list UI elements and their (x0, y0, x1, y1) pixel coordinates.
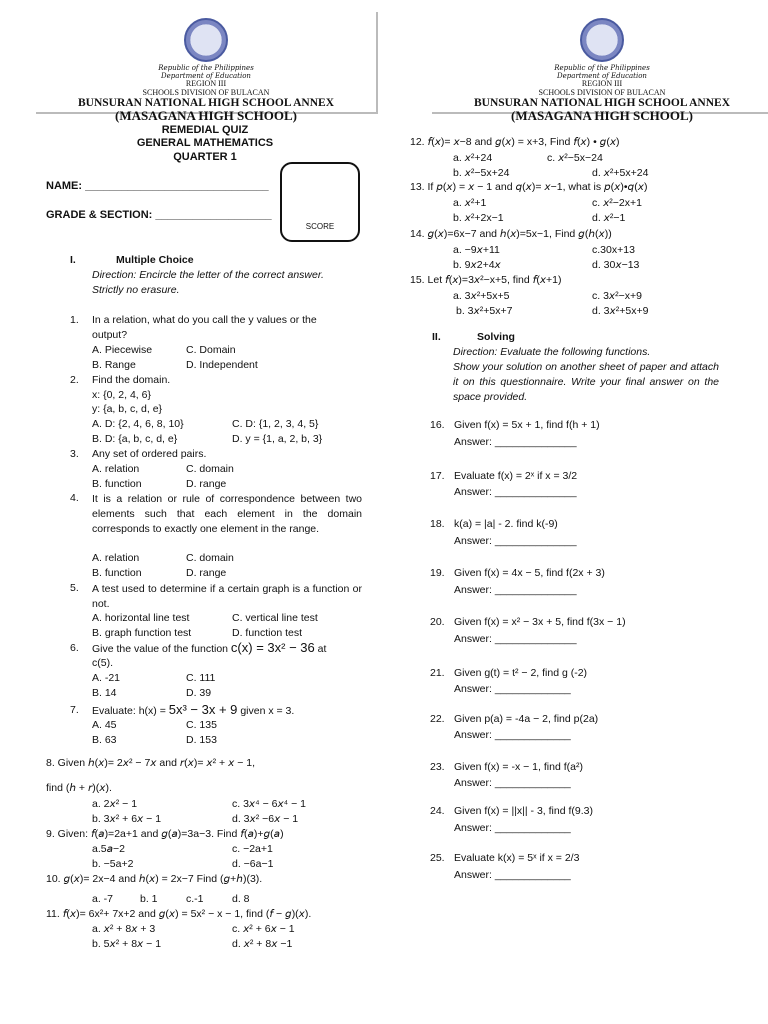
item-question: Given g(t) = t² − 2, find g (-2) (454, 667, 588, 679)
choice[interactable]: d. 30𝘹−13 (592, 259, 640, 271)
header-line: REGION III (185, 79, 227, 88)
section-title: Multiple Choice (116, 254, 194, 266)
choice[interactable]: b. 9𝘹2+4𝘹 (453, 259, 501, 271)
question-text-post: given x = 3. (237, 705, 295, 717)
item-number: 20. (430, 616, 445, 628)
choice[interactable]: c.30x+13 (592, 244, 635, 256)
question-text: Any set of ordered pairs. (92, 448, 207, 460)
quarter-title: QUARTER 1 (173, 151, 237, 163)
choice[interactable]: a. 𝘹² + 8𝘹 + 3 (92, 923, 156, 935)
score-label: SCORE (305, 222, 335, 231)
choice[interactable]: C. domain (186, 463, 234, 475)
answer-field[interactable]: Answer: _____________ (454, 777, 571, 789)
direction-text: Strictly no erasure. (92, 284, 180, 296)
answer-field[interactable]: Answer: ______________ (454, 584, 577, 596)
choice[interactable]: a. 𝘹²+1 (453, 197, 487, 209)
choice[interactable]: d. 3𝘹² −6𝘹 − 1 (232, 813, 299, 825)
choice[interactable]: A. -21 (92, 672, 121, 684)
deped-seal-icon (580, 18, 624, 62)
subject-title: GENERAL MATHEMATICS (136, 137, 274, 149)
question-number: 5. (70, 582, 79, 594)
question-text: output? (92, 329, 128, 341)
school-alias: (MASAGANA HIGH SCHOOL) (510, 108, 693, 123)
header-line: SCHOOLS DIVISION OF BULACAN (142, 88, 270, 97)
choice[interactable]: b. 1 (140, 893, 158, 905)
choice[interactable]: d. 3𝘹²+5x+9 (592, 305, 649, 317)
choice[interactable]: d. 𝘹²+5x+24 (592, 167, 649, 179)
choice[interactable]: D. 39 (186, 687, 212, 699)
choice[interactable]: b. 3𝘹²+5x+7 (456, 305, 513, 317)
question-text-pre: Give the value of the function (92, 643, 231, 655)
question-number: 4. (70, 492, 79, 504)
header-left (36, 12, 378, 123)
choice[interactable]: d. 8 (232, 893, 250, 905)
choice[interactable]: B. 63 (92, 734, 117, 746)
choice[interactable]: c. −2a+1 (232, 843, 273, 855)
header-line: SCHOOLS DIVISION OF BULACAN (538, 88, 666, 97)
choice[interactable]: B. 14 (92, 687, 117, 699)
section-number: I. (70, 254, 76, 266)
choice[interactable]: C. 135 (186, 719, 217, 731)
direction-text: Show your solution on another sheet of paper and attach it on this questionnaire. Write your final answer on the space provided. (453, 361, 719, 403)
item-number: 17. (430, 470, 445, 482)
item-number: 18. (430, 518, 445, 530)
choice[interactable]: C. 111 (186, 672, 216, 684)
item-question: Given f(x) = ||x|| - 3, find f(9.3) (454, 805, 593, 817)
choice[interactable]: A. horizontal line test (92, 612, 190, 624)
question-text: 15. Let 𝘧(𝘹)=3𝘹²−x+5, find 𝘧(𝘹+1) (410, 274, 562, 286)
school-name: BUNSURAN NATIONAL HIGH SCHOOL ANNEX (77, 97, 335, 109)
direction-text: Direction: Encircle the letter of the correct answer. (92, 269, 324, 281)
question-number: 1. (70, 314, 79, 326)
choice[interactable]: B. Range (92, 359, 136, 371)
item-number: 24. (430, 805, 445, 817)
choice[interactable]: D. y = {1, a, 2, b, 3} (232, 433, 323, 445)
item-question: k(a) = |a| - 2. find k(-9) (454, 518, 558, 530)
item-question: Given f(x) = 5x + 1, find f(h + 1) (454, 419, 600, 431)
choice[interactable]: D. 153 (186, 734, 217, 746)
section-number: II. (432, 331, 441, 343)
question-text-post: at (314, 643, 327, 655)
answer-field[interactable]: Answer: ______________ (454, 486, 577, 498)
quiz-title: REMEDIAL QUIZ (161, 124, 249, 136)
choice[interactable]: a. 𝘹²+24 (453, 152, 493, 164)
choice[interactable]: c. 3𝘹⁴ − 6𝘹⁴ − 1 (232, 798, 306, 810)
answer-field[interactable]: Answer: ______________ (454, 535, 577, 547)
item-question: Evaluate k(x) = 5ˣ if x = 2/3 (454, 852, 580, 864)
choice[interactable]: A. relation (92, 552, 140, 564)
choice[interactable]: b. −5a+2 (92, 858, 134, 870)
question-text: 13. If 𝘱(𝘹) = 𝘹 − 1 and 𝘲(𝘹)= 𝘹−1, what is 𝘱(𝘹)•𝘲(𝘹) (410, 181, 648, 193)
question-text: Find the domain. (92, 374, 171, 386)
item-question: Given f(x) = 4x − 5, find f(2x + 3) (454, 567, 605, 579)
choice[interactable]: D. function test (232, 627, 303, 639)
choice[interactable]: c. 𝘹²−2x+1 (592, 197, 642, 209)
question-text: 14. 𝘨(𝘹)=6x−7 and 𝘩(𝘹)=5x−1, Find 𝘨(𝘩(𝘹)) (410, 228, 612, 240)
score-box[interactable] (280, 162, 360, 242)
choice[interactable]: b. 5𝘹² + 8𝘹 − 1 (92, 938, 162, 950)
choice[interactable]: B. D: {a, b, c, d, e} (92, 433, 178, 445)
direction-text: Direction: Evaluate the following functions. (453, 346, 651, 358)
choice[interactable]: C. Domain (186, 344, 236, 356)
header-right (432, 12, 768, 123)
choice[interactable]: a. −9𝘹+11 (453, 244, 500, 256)
question-text-pre: Evaluate: h(x) = (92, 705, 169, 717)
choice[interactable]: a. -7 (92, 893, 114, 905)
item-number: 19. (430, 567, 445, 579)
question-number: 2. (70, 374, 79, 386)
answer-field[interactable]: Answer: ______________ (454, 436, 577, 448)
question-text: A test used to determine if a certain graph is a function or not. (92, 583, 362, 610)
school-alias: (MASAGANA HIGH SCHOOL) (114, 108, 297, 123)
question-text (92, 704, 294, 717)
item-question: Evaluate f(x) = 2ˣ if x = 3/2 (454, 470, 578, 482)
question-text (92, 642, 326, 655)
choice[interactable]: b. 𝘹²+2x−1 (453, 212, 504, 224)
choice[interactable]: D. range (186, 567, 227, 579)
choice[interactable]: D. range (186, 478, 227, 490)
header-line: Republic of the Philippines (554, 64, 650, 72)
answer-field[interactable]: Answer: _____________ (454, 683, 571, 695)
choice[interactable]: C. D: {1, 2, 3, 4, 5} (232, 418, 319, 430)
question-number: 7. (70, 704, 79, 716)
choice[interactable]: B. graph function test (92, 627, 192, 639)
header-line: Department of Education (557, 72, 647, 80)
choice[interactable]: d. −6a−1 (232, 858, 274, 870)
choice[interactable]: c.-1 (186, 893, 204, 905)
item-number: 23. (430, 761, 445, 773)
header-line: Republic of the Philippines (158, 64, 254, 72)
function-expression: c(x) = 3x² − 36 (230, 640, 315, 655)
choice[interactable]: a.5𝘢−2 (92, 843, 126, 855)
choice[interactable]: b. 3𝘹² + 6𝘹 − 1 (92, 813, 162, 825)
answer-field[interactable]: Answer: _____________ (454, 869, 571, 881)
item-number: 25. (430, 852, 445, 864)
choice[interactable]: B. function (92, 567, 142, 579)
choice[interactable]: C. vertical line test (232, 612, 318, 624)
choice[interactable]: d. 𝘹² + 8𝘹 −1 (232, 938, 293, 950)
item-question: Given p(a) = -4a − 2, find p(2a) (454, 713, 599, 725)
question-text: find (𝘩 + 𝘳)(𝘹). (46, 782, 112, 794)
choice[interactable]: A. D: {2, 4, 6, 8, 10} (92, 418, 184, 430)
choice[interactable]: A. 45 (92, 719, 117, 731)
choice[interactable]: b. 𝘹²−5x+24 (453, 167, 510, 179)
header-line: Department of Education (161, 72, 251, 80)
grade-section-field[interactable]: GRADE & SECTION: ___________________ (46, 209, 272, 221)
question-number: 6. (70, 642, 79, 654)
question-text: 12. 𝘧(𝘹)= 𝘹−8 and 𝘨(𝘹) = x+3, Find 𝘧(𝘹) • 𝘨(𝘹) (410, 136, 620, 148)
function-expression: 5x³ − 3x + 9 (168, 702, 238, 717)
name-field[interactable]: NAME: ______________________________ (46, 180, 269, 192)
item-number: 16. (430, 419, 445, 431)
question-text: 10. 𝘨(𝘹)= 2x−4 and 𝘩(𝘹) = 2x−7 Find (𝘨+𝘩)(3). (46, 873, 263, 885)
answer-field[interactable]: Answer: _____________ (454, 729, 571, 741)
item-number: 21. (430, 667, 445, 679)
school-name: BUNSURAN NATIONAL HIGH SCHOOL ANNEX (473, 97, 731, 109)
choice[interactable]: d. 𝘹²−1 (592, 212, 626, 224)
choice[interactable]: a. 3𝘹²+5x+5 (453, 290, 510, 302)
question-text: 11. 𝘧(𝘹)= 6x²+ 7x+2 and 𝘨(𝘹) = 5x² − x − 1, find (𝘧 − 𝘨)(𝘹). (46, 908, 312, 920)
question-text: It is a relation or rule of correspondence between two elements such that each element in the domain corresponds to exactly one element in the range. (92, 493, 362, 535)
question-text: 8. Given 𝘩(𝘹)= 2𝘹² − 7𝘹 and 𝘳(𝘹)= 𝘹² + 𝘹 − 1, (46, 757, 256, 769)
question-text: c(5). (92, 657, 113, 669)
deped-seal-icon (184, 18, 228, 62)
choice[interactable]: c. 𝘹² + 6𝘹 − 1 (232, 923, 295, 935)
question-number: 3. (70, 448, 79, 460)
choice[interactable]: a. 2𝘹² − 1 (92, 798, 138, 810)
choice[interactable]: c. 3𝘹²−x+9 (592, 290, 642, 302)
item-number: 22. (430, 713, 445, 725)
item-question: Given f(x) = -x − 1, find f(a²) (454, 761, 583, 773)
question-text: In a relation, what do you call the y values or the (92, 314, 317, 326)
choice[interactable]: C. domain (186, 552, 234, 564)
item-question: Given f(x) = x² − 3x + 5, find f(3x − 1) (454, 616, 626, 628)
header-line: REGION III (581, 79, 623, 88)
choice[interactable]: A. Piecewise (92, 344, 153, 356)
answer-field[interactable]: Answer: _____________ (454, 822, 571, 834)
choice[interactable]: A. relation (92, 463, 140, 475)
section-title: Solving (477, 331, 515, 343)
question-text: 9. Given: 𝘧(𝘢)=2a+1 and 𝘨(𝘢)=3a−3. Find 𝘧(𝘢)+𝘨(𝘢) (46, 828, 284, 840)
question-text: y: {a, b, c, d, e} (92, 403, 163, 415)
choice[interactable]: D. Independent (186, 359, 258, 371)
choice[interactable]: c. 𝘹²−5x−24 (547, 152, 603, 164)
answer-field[interactable]: Answer: ______________ (454, 633, 577, 645)
choice[interactable]: B. function (92, 478, 142, 490)
question-text: x: {0, 2, 4, 6} (92, 389, 151, 401)
